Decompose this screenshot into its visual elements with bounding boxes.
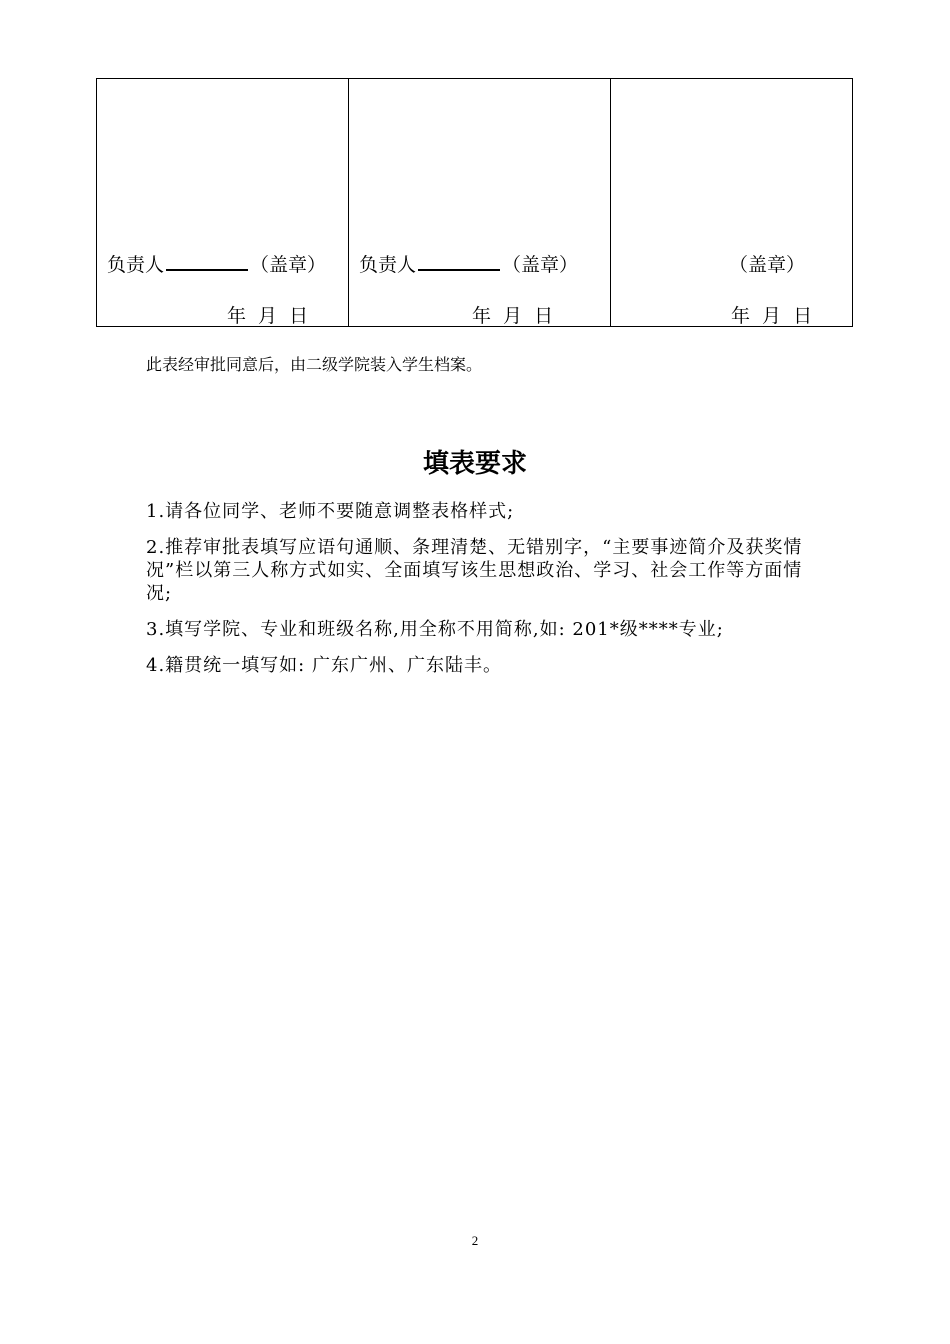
signature-blank[interactable] <box>418 268 500 271</box>
signature-line <box>359 250 578 277</box>
person-label: 负责人 <box>359 254 417 276</box>
signature-cell-2 <box>349 79 611 327</box>
requirement-item: 2.推荐审批表填写应语句通顺、条理清楚、无错别字，“主要事迹简介及获奖情况”栏以第三人称方式如实、全面填写该生思想政治、学习、社会工作等方面情况; <box>146 537 803 604</box>
archive-note: 此表经审批同意后，由二级学院装入学生档案。 <box>146 355 483 374</box>
requirements-title: 填表要求 <box>422 449 527 479</box>
signature-cell-3 <box>611 79 853 327</box>
signature-cell-1 <box>97 79 349 327</box>
date-line: 年 月 日 <box>227 305 312 327</box>
seal-label: （盖章） <box>502 254 579 276</box>
person-label: 负责人 <box>107 254 165 276</box>
date-line: 年 月 日 <box>472 305 557 327</box>
seal-label: （盖章） <box>250 254 327 276</box>
signature-line <box>729 250 805 277</box>
requirement-item: 3.填写学院、专业和班级名称,用全称不用简称,如: 201*级****专业; <box>146 619 724 640</box>
requirement-item: 4.籍贯统一填写如: 广东广州、广东陆丰。 <box>146 655 502 676</box>
requirements-list <box>146 500 826 690</box>
requirement-item: 1.请各位同学、老师不要随意调整表格样式; <box>146 501 515 522</box>
approval-signature-table <box>96 78 853 327</box>
seal-label: （盖章） <box>729 254 806 276</box>
signature-line <box>107 250 326 277</box>
date-line: 年 月 日 <box>731 305 816 327</box>
signature-blank[interactable] <box>166 268 248 271</box>
page-number: 2 <box>471 1233 479 1248</box>
